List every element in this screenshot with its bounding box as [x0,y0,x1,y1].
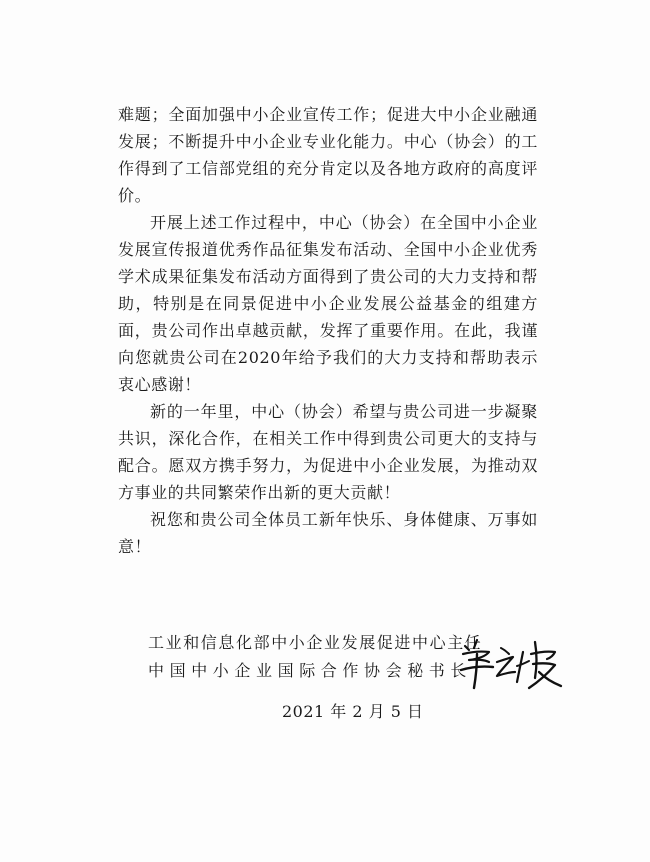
paragraph-4: 祝您和贵公司全体员工新年快乐、身体健康、万事如意！ [118,510,538,556]
letter-body [118,101,538,560]
paragraph-1: 难题；全面加强中小企业宣传工作；促进大中小企业融通发展；不断提升中小企业专业化能力。中心（协会）的工作得到了工信部党组的充分肯定以及各地方政府的高度评价。 [118,105,538,205]
signature-block [148,629,483,685]
signer-title-line-1: 工业和信息化部中小企业发展促进中心主任 [148,633,483,652]
paragraph-3: 新的一年里，中心（协会）希望与贵公司进一步凝聚共识，深化合作，在相关工作中得到贵公司更大的支持与配合。愿双方携手努力，为促进中小企业发展，为推动双方事业的共同繁荣作出新的更大贡献！ [118,402,538,502]
handwritten-signature [455,632,565,694]
paragraph-2: 开展上述工作过程中，中心（协会）在全国中小企业发展宣传报道优秀作品征集发布活动、全国中小企业优秀学术成果征集发布活动方面得到了贵公司的大力支持和帮助，特别是在同景促进中小企业发展公益基金的组建方面，贵公司作出卓越贡献，发挥了重要作用。在此，我谨向您就贵公司在2020年给予我们的大力支持和帮助表示衷心感谢！ [118,213,538,394]
letter-date: 2021 年 2 月 5 日 [282,702,424,721]
signer-title-line-2: 中国中小企业国际合作协会秘书长 [148,661,473,680]
